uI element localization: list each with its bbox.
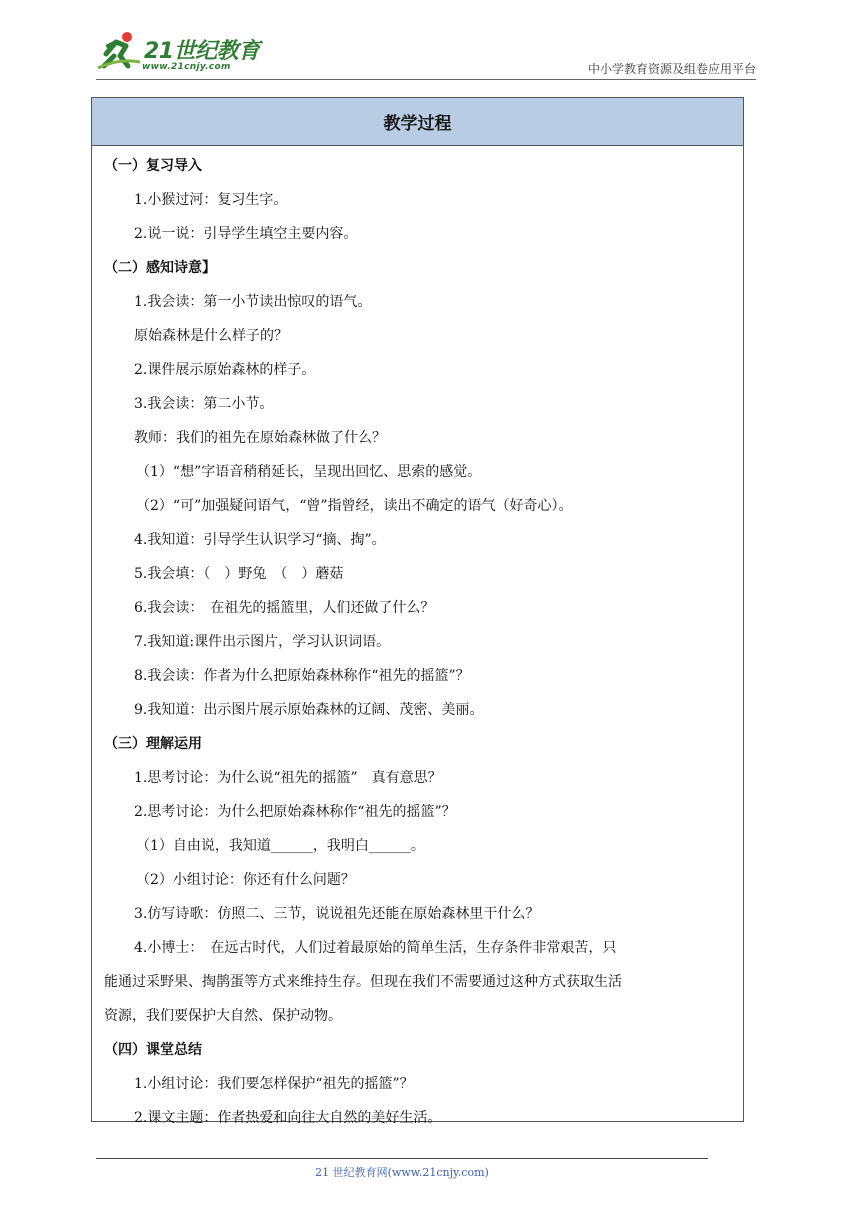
list-item: （1）“想”字语音稍稍延长，呈现出回忆、思索的感觉。 xyxy=(136,464,482,480)
list-item: 1.思考讨论：为什么说“祖先的摇篮” 真有意思？ xyxy=(134,770,442,786)
list-item: 2.思考讨论：为什么把原始森林称作“祖先的摇篮”？ xyxy=(134,804,456,820)
table-title: 教学过程 xyxy=(92,98,743,146)
rows-main xyxy=(104,149,731,931)
teaching-process-table xyxy=(91,97,744,1126)
list-item: （2）“可”加强疑问语气，“曾”指曾经，读出不确定的语气（好奇心）。 xyxy=(136,498,573,514)
para-line: 能通过采野果、掏鹊蛋等方式来维持生存。但现在我们不需要通过这种方式获取生活 xyxy=(104,974,622,990)
paragraph-little-doctor xyxy=(104,931,731,1033)
list-item: 1.我会读：第一小节读出惊叹的语气。 xyxy=(134,294,372,310)
logo-text: 21世纪教育 xyxy=(144,39,260,64)
para-line: 资源，我们要保护大自然、保护动物。 xyxy=(104,1008,342,1024)
section-heading: （二）感知诗意】 xyxy=(104,260,216,276)
section-heading: （四）课堂总结 xyxy=(104,1042,202,1058)
site-logo[interactable] xyxy=(96,28,266,80)
footer-divider xyxy=(96,1158,708,1159)
page-header xyxy=(0,0,860,90)
section-heading: （三）理解运用 xyxy=(104,736,202,752)
list-item: 9.我知道：出示图片展示原始森林的辽阔、茂密、美丽。 xyxy=(134,702,484,718)
list-item: （2）小组讨论：你还有什么问题？ xyxy=(136,872,355,888)
list-item: 3.我会读：第二小节。 xyxy=(134,396,274,412)
list-item: 8.我会读：作者为什么把原始森林称作“祖先的摇篮”？ xyxy=(134,668,470,684)
header-divider xyxy=(96,79,756,80)
runner-logo-icon xyxy=(96,28,142,74)
list-item: 7.我知道:课件出示图片，学习认识词语。 xyxy=(134,634,391,650)
rows-tail xyxy=(104,1033,731,1135)
list-item: 3.仿写诗歌：仿照二、三节，说说祖先还能在原始森林里干什么？ xyxy=(134,906,540,922)
list-item: 5.我会填：（ ）野兔 （ ）蘑菇 xyxy=(134,566,344,582)
list-item: 2.说一说：引导学生填空主要内容。 xyxy=(134,226,358,242)
para-line: 4.小博士： 在远古时代，人们过着最原始的简单生活，生存条件非常艰苦，只 xyxy=(134,940,617,956)
list-item: （1）自由说，我知道______，我明白______。 xyxy=(136,838,425,854)
section-heading: （一）复习导入 xyxy=(104,158,202,174)
logo-url: www.21cnjy.com xyxy=(142,62,231,72)
list-item: 4.我知道：引导学生认识学习“摘、掏”。 xyxy=(134,532,386,548)
list-item: 2.课文主题：作者热爱和向往大自然的美好生活。 xyxy=(134,1110,442,1126)
list-item: 1.小猴过河：复习生字。 xyxy=(134,192,288,208)
list-item: 教师：我们的祖先在原始森林做了什么？ xyxy=(134,430,386,446)
list-item: 原始森林是什么样子的？ xyxy=(134,328,288,344)
table-content xyxy=(92,146,743,1135)
list-item: 6.我会读： 在祖先的摇篮里，人们还做了什么？ xyxy=(134,600,435,616)
footer-link[interactable]: 21 世纪教育网(www.21cnjy.com) xyxy=(315,1166,489,1179)
platform-name: 中小学教育资源及组卷应用平台 xyxy=(587,62,756,76)
list-item: 2.课件展示原始森林的样子。 xyxy=(134,362,316,378)
list-item: 1.小组讨论：我们要怎样保护“祖先的摇篮”？ xyxy=(134,1076,414,1092)
